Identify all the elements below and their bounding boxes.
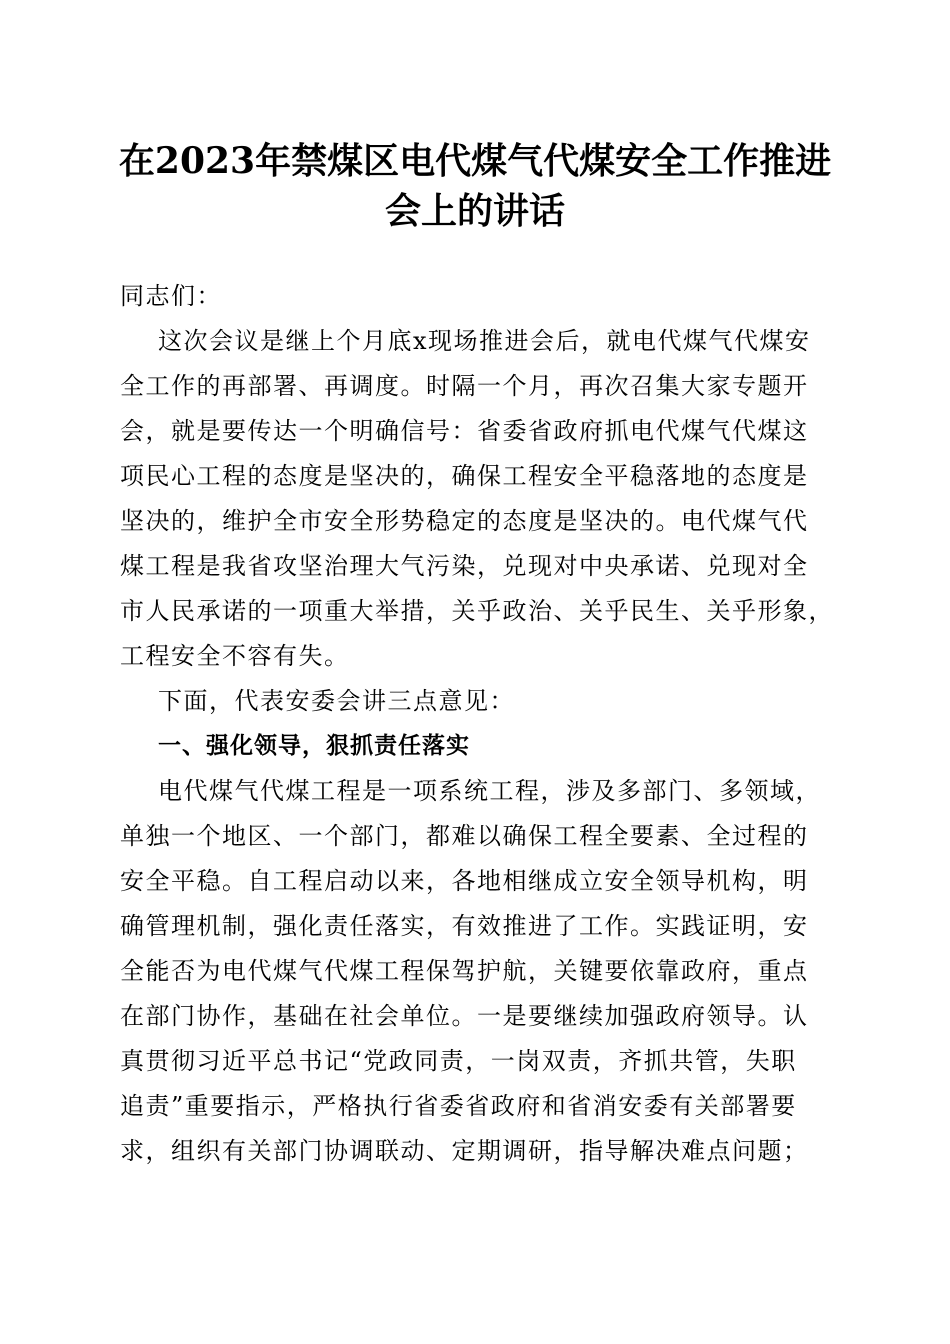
paragraph-3-line: 真贯彻习近平总书记“党政同责，一岗双责，齐抓共管，失职: [120, 1047, 797, 1075]
paragraph-1-line: 坚决的，维护全市安全形势稳定的态度是坚决的。电代煤气代: [120, 507, 809, 535]
paragraph-3-line: 全能否为电代煤气代煤工程保驾护航，关键要依靠政府，重点: [120, 957, 809, 985]
section-heading-1: 一、强化领导，狠抓责任落实: [158, 733, 470, 759]
salutation: 同志们：: [120, 282, 222, 310]
paragraph-1-line: 这次会议是继上个月底x现场推进会后，就电代煤气代煤安: [158, 327, 811, 355]
paragraph-3-line: 安全平稳。自工程启动以来，各地相继成立安全领导机构，明: [120, 867, 809, 895]
title-line-2: 会上的讲话: [384, 190, 565, 232]
paragraph-1-line: 项民心工程的态度是坚决的，确保工程安全平稳落地的态度是: [120, 462, 809, 490]
document-body: [120, 274, 832, 1174]
paragraph-3-line: 追责”重要指示，严格执行省委省政府和省消安委有关部署要: [120, 1092, 797, 1120]
paragraph-3-line: 电代煤气代煤工程是一项系统工程，涉及多部门、多领域，: [158, 777, 821, 805]
paragraph-1-line: 市人民承诺的一项重大举措，关乎政治、关乎民生、关乎形象，: [120, 597, 834, 625]
paragraph-3-line: 确管理机制，强化责任落实，有效推进了工作。实践证明，安: [120, 912, 809, 940]
paragraph-1-line: 煤工程是我省攻坚治理大气污染，兑现对中央承诺、兑现对全: [120, 552, 809, 580]
document-title: [100, 136, 850, 236]
title-line-1: 在2023年禁煤区电代煤气代煤安全工作推进: [118, 140, 832, 182]
paragraph-1-line: 工程安全不容有失。: [120, 642, 350, 670]
paragraph-1-line: 会，就是要传达一个明确信号：省委省政府抓电代煤气代煤这: [120, 417, 809, 445]
paragraph-3-line: 单独一个地区、一个部门，都难以确保工程全要素、全过程的: [120, 822, 809, 850]
paragraph-3-line: 求，组织有关部门协调联动、定期调研，指导解决难点问题；: [120, 1137, 809, 1165]
paragraph-2: 下面，代表安委会讲三点意见：: [158, 687, 515, 715]
paragraph-3-line: 在部门协作，基础在社会单位。一是要继续加强政府领导。认: [120, 1002, 809, 1030]
paragraph-1-line: 全工作的再部署、再调度。时隔一个月，再次召集大家专题开: [120, 372, 809, 400]
